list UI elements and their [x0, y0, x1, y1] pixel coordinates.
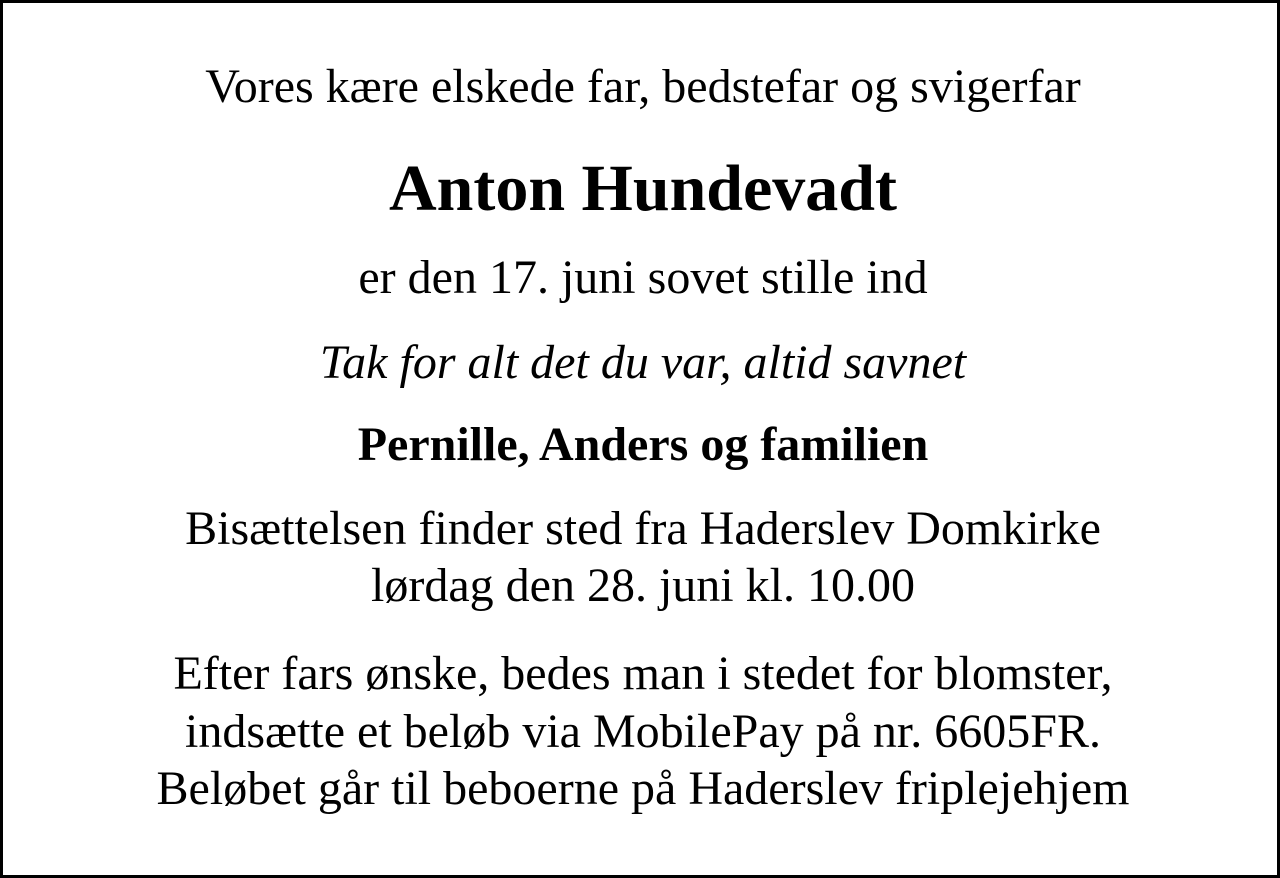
- wish-line-1: Efter fars ønske, bedes man i stedet for blomster,: [173, 647, 1113, 700]
- date-line: er den 17. juni sovet stille ind: [358, 251, 928, 304]
- ceremony-line-1: Bisættelsen finder sted fra Haderslev Domkirke: [185, 502, 1101, 555]
- wish-line-3: Beløbet går til beboerne på Haderslev friplejehjem: [156, 762, 1130, 815]
- memorial-quote: Tak for alt det du var, altid savnet: [319, 336, 967, 389]
- ceremony-line-2: lørdag den 28. juni kl. 10.00: [371, 559, 915, 612]
- intro-line: Vores kære elskede far, bedstefar og svigerfar: [205, 60, 1081, 113]
- wish-line-2: indsætte et beløb via MobilePay på nr. 6605FR.: [185, 705, 1101, 758]
- signers: Pernille, Anders og familien: [357, 418, 929, 471]
- deceased-name: Anton Hundevadt: [389, 152, 897, 225]
